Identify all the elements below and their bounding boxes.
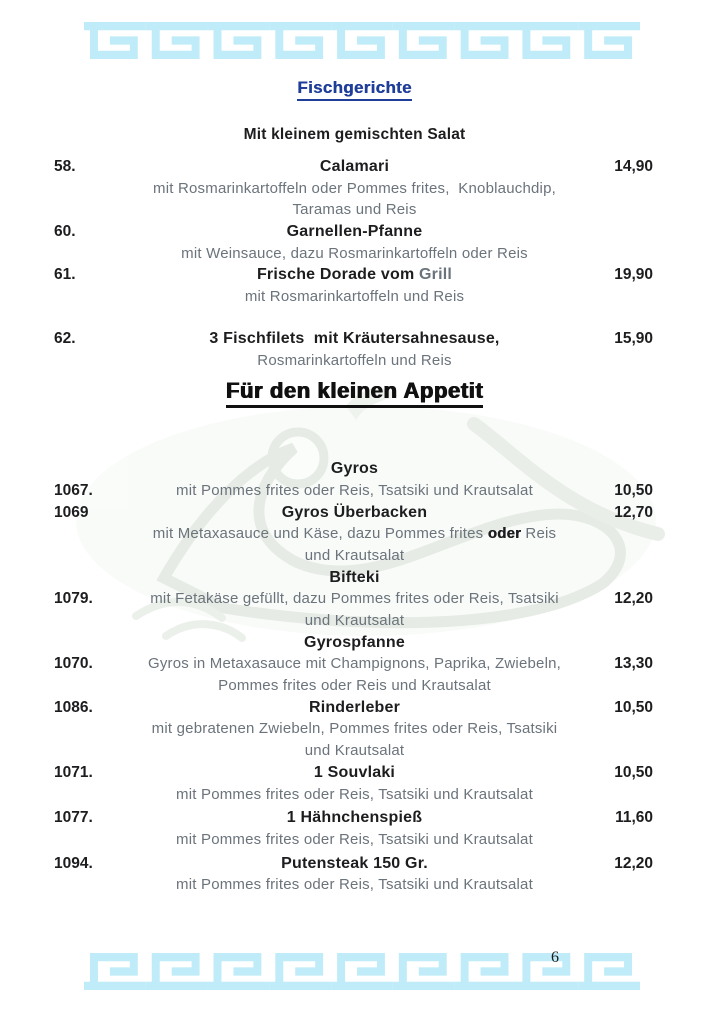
item-text-part: Garnellen-Pfanne <box>286 223 423 241</box>
item-name <box>329 569 379 586</box>
item-text-part: Rinderleber <box>308 698 401 716</box>
menu-item-row <box>0 458 709 480</box>
item-description <box>305 612 405 629</box>
item-number: 61. <box>54 266 76 284</box>
menu-item-row <box>0 264 709 286</box>
item-name <box>209 330 499 347</box>
item-description <box>181 245 528 262</box>
item-price: 12,20 <box>614 854 653 872</box>
item-text-part: Frische Dorade vom <box>256 266 420 284</box>
item-text-part: 1 Souvlaki <box>313 763 396 781</box>
item-description <box>153 180 556 197</box>
item-number: 1077. <box>54 809 93 827</box>
item-text-part: und Krautsalat <box>304 612 405 629</box>
item-name <box>287 809 422 826</box>
item-name <box>314 764 395 781</box>
item-price: 11,60 <box>615 809 653 827</box>
item-text-part: Putensteak 150 Gr. <box>281 854 428 872</box>
menu-item-row <box>0 718 709 740</box>
menu-item-row <box>0 588 709 610</box>
item-text-part: Rosmarinkartoffeln und Reis <box>257 351 452 369</box>
item-text-part: mit Rosmarinkartoffeln oder Pommes frites, Knoblauchdip, <box>153 179 556 197</box>
item-text-part: Gyros <box>330 460 379 478</box>
section-heading-text: Für den kleinen Appetit <box>226 377 483 408</box>
item-name <box>304 634 405 651</box>
menu-item-row <box>0 178 709 200</box>
menu-item-row <box>0 156 709 178</box>
menu-item-row <box>0 328 709 350</box>
menu-item-row <box>0 740 709 762</box>
item-description <box>292 201 416 218</box>
menu-item-row <box>0 653 709 675</box>
item-text-part: und Krautsalat <box>304 742 405 760</box>
kleiner-appetit-item-list <box>0 458 709 896</box>
page-number: 6 <box>551 949 559 966</box>
item-description <box>305 547 405 564</box>
item-text-part: Pommes frites oder Reis und Krautsalat <box>218 677 491 695</box>
menu-item-row <box>0 286 709 308</box>
item-description <box>218 677 491 694</box>
item-description <box>153 525 556 542</box>
menu-item-row <box>0 502 709 524</box>
item-number: 60. <box>54 223 76 241</box>
item-price: 10,50 <box>614 763 653 781</box>
item-text-part: und Krautsalat <box>304 546 405 564</box>
item-name <box>320 158 389 175</box>
item-price: 19,90 <box>614 266 653 284</box>
item-description <box>152 720 558 737</box>
item-text-part: mit gebratenen Zwiebeln, Pommes frites oder Reis, Tsatsiki <box>151 720 558 738</box>
item-name <box>257 266 452 283</box>
item-name <box>331 460 378 477</box>
item-price: 12,70 <box>614 503 653 521</box>
menu-subtitle: Mit kleinem gemischten Salat <box>243 126 466 143</box>
item-text-part: oder <box>487 525 522 543</box>
menu-item-row <box>0 853 709 875</box>
item-description <box>176 482 533 499</box>
item-description <box>176 831 533 848</box>
menu-item-row <box>0 199 709 221</box>
item-description <box>257 352 451 369</box>
menu-item-row <box>0 523 709 545</box>
item-description <box>176 786 533 803</box>
menu-item-row <box>0 480 709 502</box>
item-text-part: mit Fetakäse gefüllt, dazu Pommes frites oder Reis, Tsatsiki <box>150 590 559 608</box>
item-text-part: Gyros in Metaxasauce mit Champignons, Paprika, Zwiebeln, <box>147 655 562 673</box>
item-description <box>305 742 405 759</box>
item-text-part: Gyrospfanne <box>304 633 405 651</box>
item-description <box>150 590 559 607</box>
item-price: 15,90 <box>614 329 653 347</box>
item-text-part: 1 Hähnchenspieß <box>286 809 423 827</box>
item-description <box>148 655 561 672</box>
item-price: 14,90 <box>614 158 653 175</box>
menu-item-row <box>0 829 709 851</box>
item-price: 13,30 <box>614 655 653 673</box>
menu-item-row <box>0 874 709 896</box>
menu-item-row <box>0 807 709 829</box>
item-description <box>176 876 533 893</box>
menu-item-row <box>0 243 709 265</box>
item-number: 62. <box>54 329 76 347</box>
fischgerichte-item-list <box>0 156 709 371</box>
item-number: 1070. <box>54 655 93 673</box>
item-text-part: Reis <box>521 525 557 543</box>
menu-item-row <box>0 697 709 719</box>
item-text-part: Taramas und Reis <box>292 201 417 219</box>
item-price: 10,50 <box>614 481 653 499</box>
menu-item-row <box>0 784 709 806</box>
item-text-part: mit Metaxasauce und Käse, dazu Pommes frites <box>152 525 488 543</box>
item-text-part: Calamari <box>319 158 390 175</box>
item-number: 1094. <box>54 854 93 872</box>
item-number: 1071. <box>54 763 93 781</box>
item-description <box>245 288 464 305</box>
section-heading-fischgerichte <box>0 78 709 101</box>
menu-item-row <box>0 567 709 589</box>
item-name <box>287 223 423 240</box>
menu-item-row <box>0 632 709 654</box>
item-text-part: mit Pommes frites oder Reis, Tsatsiki und Krautsalat <box>176 481 533 499</box>
item-text-part: 3 Fischfilets mit Kräutersahnesause, <box>209 329 500 347</box>
item-text-part: Gyros Überbacken <box>281 503 428 521</box>
item-name <box>309 699 400 716</box>
menu-item-row <box>0 545 709 567</box>
menu-item-row <box>0 762 709 784</box>
item-price: 10,50 <box>614 698 653 716</box>
section-heading-kleiner-appetit <box>0 377 709 408</box>
item-text-part: Bifteki <box>329 568 380 586</box>
item-text-part: mit Pommes frites oder Reis, Tsatsiki und Krautsalat <box>176 830 533 848</box>
item-number: 1079. <box>54 590 93 608</box>
menu-item-row <box>0 221 709 243</box>
page-title-text: Fischgerichte <box>297 78 411 101</box>
menu-item-row <box>0 675 709 697</box>
item-name <box>281 855 428 872</box>
item-name <box>282 504 427 521</box>
menu-item-row <box>0 610 709 632</box>
item-text-part: mit Pommes frites oder Reis, Tsatsiki und Krautsalat <box>176 876 533 894</box>
menu-item-row <box>0 350 709 372</box>
item-price: 12,20 <box>614 590 653 608</box>
item-text-part: mit Weinsauce, dazu Rosmarinkartoffeln oder Reis <box>181 244 528 262</box>
item-number: 1067. <box>54 481 93 499</box>
item-text-part: Grill <box>419 266 453 284</box>
item-number: 58. <box>54 158 76 175</box>
item-number: 1086. <box>54 698 93 716</box>
item-text-part: mit Rosmarinkartoffeln und Reis <box>244 288 465 306</box>
item-number: 1069 <box>54 503 89 521</box>
item-text-part: mit Pommes frites oder Reis, Tsatsiki und Krautsalat <box>176 785 533 803</box>
